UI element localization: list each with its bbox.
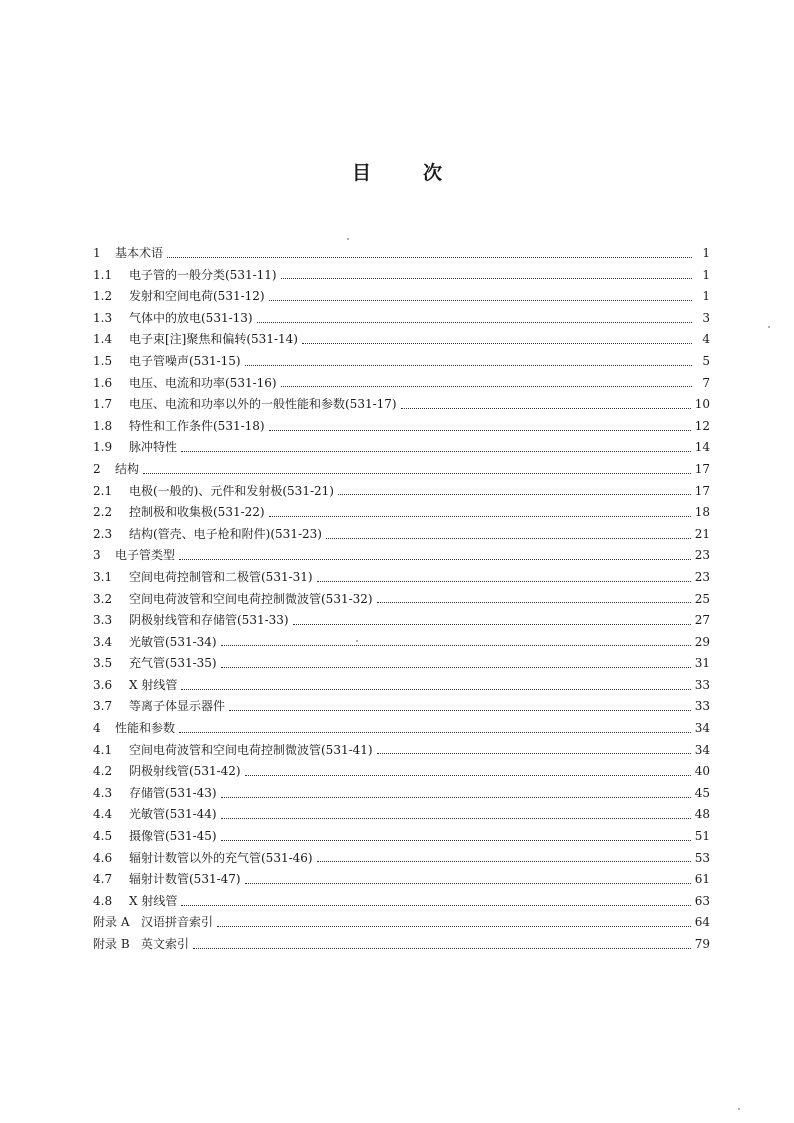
table-of-contents — [93, 243, 710, 956]
toc-entry-label: 空间电荷控制管和二极管(531-31) — [129, 569, 313, 584]
toc-entry — [93, 394, 710, 416]
toc-entry-number: 附录 A — [93, 915, 130, 930]
toc-entry-label: 结构(管壳、电子枪和附件)(531-23) — [129, 526, 322, 541]
toc-entry-page: 17 — [694, 483, 710, 498]
toc-leader-dots — [377, 752, 691, 754]
toc-entry-number: 4.2 — [93, 764, 113, 779]
toc-entry-label: 脉冲特性 — [129, 440, 178, 455]
toc-entry-number: 4.5 — [93, 829, 113, 844]
scan-speck — [768, 326, 770, 328]
title-char-2: 次 — [423, 162, 443, 184]
toc-leader-dots — [221, 839, 691, 841]
toc-entry-page: 21 — [694, 526, 710, 541]
toc-leader-dots — [401, 407, 691, 409]
toc-entry-number: 1.7 — [93, 397, 113, 412]
toc-entry-label: 性能和参数 — [115, 721, 176, 736]
toc-entry-number: 4 — [93, 721, 101, 736]
toc-entry-page: 63 — [694, 893, 710, 908]
toc-entry-page: 18 — [694, 505, 710, 520]
page-title — [0, 158, 794, 185]
toc-entry-number: 4.3 — [93, 785, 113, 800]
toc-entry-label: 电子束[注]聚焦和偏转(531-14) — [129, 332, 298, 347]
toc-entry-number: 附录 B — [93, 937, 130, 951]
toc-entry-page: 1 — [702, 246, 710, 260]
toc-entry-number: 3.4 — [93, 634, 113, 649]
toc-entry-label: 电压、电流和功率以外的一般性能和参数(531-17) — [129, 397, 397, 412]
toc-entry-number: 1.1 — [93, 267, 113, 282]
toc-entry-number: 4.4 — [93, 807, 113, 822]
toc-entry-number: 1.2 — [93, 289, 113, 304]
toc-leader-dots — [269, 515, 691, 517]
toc-entry-page: 17 — [694, 461, 710, 476]
toc-entry — [93, 502, 710, 524]
toc-leader-dots — [293, 623, 691, 625]
toc-entry-number: 3.3 — [93, 613, 113, 628]
toc-entry-label: 基本术语 — [115, 246, 164, 260]
toc-leader-dots — [257, 321, 692, 323]
toc-leader-dots — [179, 558, 691, 560]
toc-entry-label: 特性和工作条件(531-18) — [129, 418, 265, 433]
toc-entry — [93, 308, 710, 330]
toc-entry-page: 61 — [694, 872, 710, 887]
toc-entry-label: 英文索引 — [141, 937, 190, 951]
toc-leader-dots — [193, 947, 691, 949]
toc-leader-dots — [181, 450, 691, 452]
toc-entry-number: 1.9 — [93, 440, 113, 455]
toc-leader-dots — [181, 688, 690, 690]
toc-entry-number: 4.6 — [93, 850, 113, 865]
toc-leader-dots — [221, 666, 691, 668]
scan-speck — [738, 1108, 740, 1110]
toc-entry-number: 3.6 — [93, 677, 113, 692]
toc-entry — [93, 891, 710, 913]
toc-entry-label: 摄像管(531-45) — [129, 829, 217, 844]
toc-entry-label: X 射线管 — [129, 677, 178, 692]
toc-entry — [93, 696, 710, 718]
toc-entry-number: 4.1 — [93, 742, 113, 757]
toc-entry-page: 5 — [702, 353, 710, 368]
toc-leader-dots — [245, 882, 691, 884]
toc-entry-page: 3 — [702, 310, 710, 325]
toc-entry-number: 3.7 — [93, 699, 113, 714]
toc-entry-number: 1.3 — [93, 310, 113, 325]
toc-entry — [93, 286, 710, 308]
toc-entry-page: 64 — [694, 915, 710, 930]
toc-entry-page: 7 — [702, 375, 710, 390]
toc-entry-page: 23 — [694, 569, 710, 584]
toc-entry-label: 电子管噪声(531-15) — [129, 353, 241, 368]
toc-leader-dots — [221, 817, 691, 819]
toc-entry-number: 4.7 — [93, 872, 113, 887]
toc-entry-page: 12 — [694, 418, 710, 433]
toc-entry-page: 1 — [702, 289, 710, 304]
toc-leader-dots — [377, 601, 691, 603]
toc-entry-label: 气体中的放电(531-13) — [129, 310, 253, 325]
toc-leader-dots — [326, 537, 691, 539]
toc-entry — [93, 718, 710, 740]
toc-entry-number: 3.1 — [93, 569, 113, 584]
toc-entry — [93, 373, 710, 395]
toc-entry — [93, 265, 710, 287]
toc-entry-page: 79 — [694, 937, 710, 951]
toc-entry — [93, 632, 710, 654]
toc-entry-page: 48 — [694, 807, 710, 822]
toc-leader-dots — [217, 925, 691, 927]
toc-entry-page: 31 — [694, 656, 710, 671]
toc-entry-label: 存储管(531-43) — [129, 785, 217, 800]
toc-entry — [93, 459, 710, 481]
toc-entry-page: 1 — [702, 267, 710, 282]
toc-entry-page: 25 — [694, 591, 710, 606]
toc-entry-number: 1.5 — [93, 353, 113, 368]
toc-leader-dots — [269, 299, 692, 301]
toc-entry — [93, 610, 710, 632]
toc-entry-label: 充气管(531-35) — [129, 656, 217, 671]
toc-entry — [93, 653, 710, 675]
toc-entry-label: 电子管类型 — [115, 548, 176, 563]
toc-entry-label: 光敏管(531-44) — [129, 807, 217, 822]
toc-entry-page: 14 — [694, 440, 710, 455]
toc-entry-page: 33 — [694, 677, 710, 692]
title-char-1: 目 — [351, 162, 371, 184]
toc-leader-dots — [179, 731, 691, 733]
toc-leader-dots — [317, 860, 691, 862]
toc-entry — [93, 783, 710, 805]
toc-entry — [93, 567, 710, 589]
toc-entry — [93, 481, 710, 503]
toc-leader-dots — [167, 256, 692, 258]
toc-entry-label: 汉语拼音索引 — [141, 915, 214, 930]
toc-entry-label: 空间电荷波管和空间电荷控制微波管(531-41) — [129, 742, 373, 757]
toc-entry — [93, 804, 710, 826]
toc-entry — [93, 912, 710, 934]
toc-leader-dots — [269, 429, 691, 431]
toc-entry — [93, 675, 710, 697]
toc-entry — [93, 934, 710, 956]
toc-entry-number: 3.2 — [93, 591, 113, 606]
toc-entry — [93, 524, 710, 546]
toc-entry — [93, 243, 710, 265]
toc-entry-label: 辐射计数管(531-47) — [129, 872, 241, 887]
toc-entry-label: 阴极射线管和存储管(531-33) — [129, 613, 289, 628]
toc-entry — [93, 589, 710, 611]
toc-leader-dots — [281, 277, 692, 279]
scan-speck — [347, 238, 349, 240]
toc-entry-page: 33 — [694, 699, 710, 714]
toc-entry-number: 2.3 — [93, 526, 113, 541]
toc-leader-dots — [181, 904, 690, 906]
toc-entry-page: 34 — [694, 721, 710, 736]
toc-entry-label: 电极(一般的)、元件和发射极(531-21) — [129, 483, 334, 498]
toc-entry-number: 2 — [93, 461, 101, 476]
toc-entry — [93, 740, 710, 762]
toc-entry-number: 1.4 — [93, 332, 113, 347]
toc-entry-page: 4 — [702, 332, 710, 347]
toc-entry — [93, 329, 710, 351]
toc-entry-number: 3.5 — [93, 656, 113, 671]
toc-entry-page: 51 — [694, 829, 710, 844]
toc-leader-dots — [338, 493, 691, 495]
toc-entry-number: 1.8 — [93, 418, 113, 433]
toc-entry — [93, 848, 710, 870]
toc-entry-number: 2.2 — [93, 505, 113, 520]
toc-leader-dots — [245, 364, 692, 366]
toc-entry-page: 40 — [694, 764, 710, 779]
toc-leader-dots — [143, 472, 691, 474]
toc-entry-label: 电子管的一般分类(531-11) — [129, 267, 277, 282]
toc-entry-label: 辐射计数管以外的充气管(531-46) — [129, 850, 313, 865]
scan-speck — [356, 640, 358, 642]
toc-leader-dots — [302, 342, 692, 344]
toc-entry-page: 53 — [694, 850, 710, 865]
toc-leader-dots — [281, 385, 692, 387]
toc-entry — [93, 761, 710, 783]
toc-entry-page: 29 — [694, 634, 710, 649]
toc-entry — [93, 545, 710, 567]
toc-entry-label: 发射和空间电荷(531-12) — [129, 289, 265, 304]
toc-entry-page: 45 — [694, 785, 710, 800]
toc-entry-label: 电压、电流和功率(531-16) — [129, 375, 277, 390]
toc-entry-label: 阴极射线管(531-42) — [129, 764, 241, 779]
toc-entry-number: 3 — [93, 548, 101, 563]
toc-entry-page: 34 — [694, 742, 710, 757]
toc-leader-dots — [245, 774, 691, 776]
toc-entry-page: 23 — [694, 548, 710, 563]
toc-leader-dots — [317, 580, 691, 582]
toc-entry-number: 1 — [93, 246, 101, 260]
toc-entry — [93, 437, 710, 459]
toc-leader-dots — [221, 796, 691, 798]
toc-entry-label: X 射线管 — [129, 893, 178, 908]
toc-entry-label: 结构 — [115, 461, 140, 476]
toc-entry-number: 1.6 — [93, 375, 113, 390]
toc-entry-page: 27 — [694, 613, 710, 628]
toc-entry-number: 2.1 — [93, 483, 113, 498]
toc-entry — [93, 351, 710, 373]
toc-entry — [93, 826, 710, 848]
toc-entry — [93, 869, 710, 891]
toc-entry-label: 控制极和收集极(531-22) — [129, 505, 265, 520]
toc-leader-dots — [229, 709, 691, 711]
toc-entry-label: 光敏管(531-34) — [129, 634, 217, 649]
toc-entry-page: 10 — [694, 397, 710, 412]
toc-entry-label: 等离子体显示器件 — [129, 699, 226, 714]
toc-entry-number: 4.8 — [93, 893, 113, 908]
toc-entry — [93, 416, 710, 438]
toc-leader-dots — [221, 644, 691, 646]
toc-entry-label: 空间电荷波管和空间电荷控制微波管(531-32) — [129, 591, 373, 606]
